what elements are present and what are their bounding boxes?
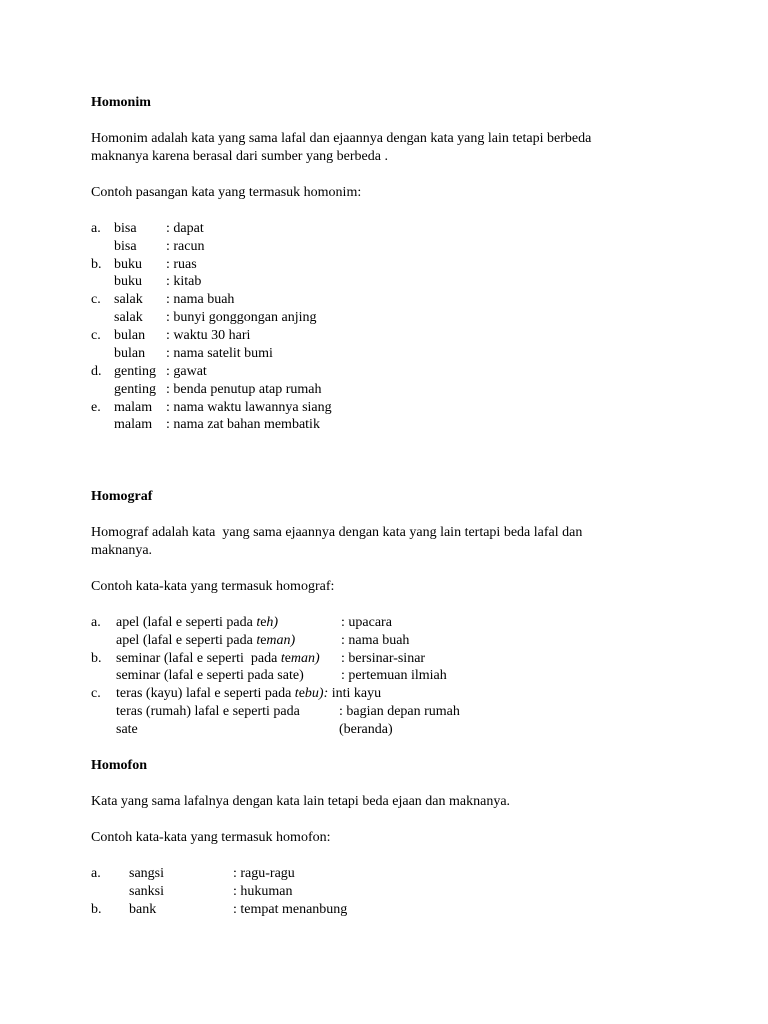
italic-text: t <box>280 651 285 666</box>
homonim-word: buku <box>114 274 142 289</box>
word-text: apel (lafal e seperti pada <box>116 633 257 648</box>
list-marker: c. <box>91 328 101 343</box>
italic-text: t <box>294 686 299 701</box>
homonim-meaning: : bunyi gonggongan anjing <box>166 310 317 325</box>
homograf-word: teras (rumah) lafal e seperti pada <box>116 704 300 719</box>
homograf-word: sate <box>116 722 138 737</box>
homonim-word: genting <box>114 382 156 397</box>
word-text: teras (kayu) lafal e seperti pada <box>116 686 295 701</box>
word-text: apel (lafal e seperti pada <box>116 615 257 630</box>
homofon-definition: Kata yang sama lafalnya dengan kata lain tetapi beda ejaan dan maknanya. <box>91 794 511 809</box>
homonim-word: genting <box>114 364 156 379</box>
homograf-heading: Homograf <box>91 489 153 504</box>
word-text: e <box>298 686 305 701</box>
homonim-examples-intro: Contoh pasangan kata yang termasuk homonim: <box>91 185 362 200</box>
homonim-meaning: : racun <box>166 239 205 254</box>
italic-text: man) <box>266 633 296 648</box>
homofon-meaning: : ragu-ragu <box>233 866 295 881</box>
homonim-meaning: : nama buah <box>166 292 235 307</box>
homonim-heading: Homonim <box>91 95 151 110</box>
italic-text: t <box>256 615 261 630</box>
homofon-meaning: : hukuman <box>233 884 293 899</box>
homonim-word: buku <box>114 257 142 272</box>
homograf-definition-line1: Homograf adalah kata yang sama ejaannya dengan kata yang lain tertapi beda lafal dan <box>91 525 583 540</box>
homonim-word: bisa <box>114 239 137 254</box>
homonim-meaning: : benda penutup atap rumah <box>166 382 322 397</box>
homograf-word: seminar (lafal e seperti pada sate) <box>116 668 304 683</box>
list-marker: a. <box>91 866 101 881</box>
homograf-meaning: : pertemuan ilmiah <box>341 668 447 683</box>
homograf-meaning: : bersinar-sinar <box>341 651 426 666</box>
homograf-examples-intro: Contoh kata-kata yang termasuk homograf: <box>91 579 335 594</box>
italic-text: bu): <box>304 686 329 701</box>
list-marker: b. <box>91 257 102 272</box>
list-marker: c. <box>91 292 101 307</box>
homonim-definition-line1: Homonim adalah kata yang sama lafal dan ejaannya dengan kata yang lain tetapi berbeda <box>91 131 592 146</box>
list-marker: a. <box>91 221 101 236</box>
homograf-definition-line2: maknanya. <box>91 543 153 558</box>
homonim-meaning: : waktu 30 hari <box>166 328 251 343</box>
homofon-examples-intro: Contoh kata-kata yang termasuk homofon: <box>91 830 331 845</box>
homograf-meaning: (beranda) <box>339 722 393 737</box>
word-text: seminar (lafal e seperti pada <box>116 651 281 666</box>
list-marker: c. <box>91 686 101 701</box>
homonim-word: bisa <box>114 221 137 236</box>
homonim-word: malam <box>114 400 153 415</box>
homonim-meaning: : ruas <box>166 257 197 272</box>
homograf-meaning: inti kayu <box>328 686 382 701</box>
list-marker: d. <box>91 364 102 379</box>
italic-text: t <box>256 633 261 648</box>
list-marker: b. <box>91 651 102 666</box>
homonim-meaning: : gawat <box>166 364 207 379</box>
italic-text: man) <box>290 651 320 666</box>
word-text: e <box>284 651 291 666</box>
list-marker: a. <box>91 615 101 630</box>
homonim-meaning: : nama waktu lawannya siang <box>166 400 332 415</box>
homonim-meaning: : kitab <box>166 274 202 289</box>
homonim-word: malam <box>114 417 153 432</box>
homograf-meaning: : nama buah <box>341 633 410 648</box>
homofon-word: sanksi <box>129 884 164 899</box>
homograf-word <box>116 614 278 632</box>
homofon-word: sangsi <box>129 866 164 881</box>
homograf-word <box>116 650 320 668</box>
homonim-word: bulan <box>114 328 146 343</box>
homonim-definition-line2: maknanya karena berasal dari sumber yang berbeda . <box>91 149 388 164</box>
homonim-word: salak <box>114 292 143 307</box>
italic-text: h) <box>266 615 279 630</box>
word-text: e <box>260 633 267 648</box>
homofon-word: bank <box>129 902 157 917</box>
list-marker: e. <box>91 400 101 415</box>
homograf-word <box>116 685 381 703</box>
homograf-word <box>116 632 295 650</box>
homograf-meaning: : bagian depan rumah <box>339 704 460 719</box>
word-text: e <box>260 615 267 630</box>
homonim-word: salak <box>114 310 143 325</box>
homonim-word: bulan <box>114 346 146 361</box>
homonim-meaning: : nama zat bahan membatik <box>166 417 320 432</box>
homofon-meaning: : tempat menanbung <box>233 902 348 917</box>
homonim-meaning: : dapat <box>166 221 204 236</box>
homonim-meaning: : nama satelit bumi <box>166 346 273 361</box>
homofon-heading: Homofon <box>91 758 147 773</box>
list-marker: b. <box>91 902 102 917</box>
homograf-meaning: : upacara <box>341 615 392 630</box>
